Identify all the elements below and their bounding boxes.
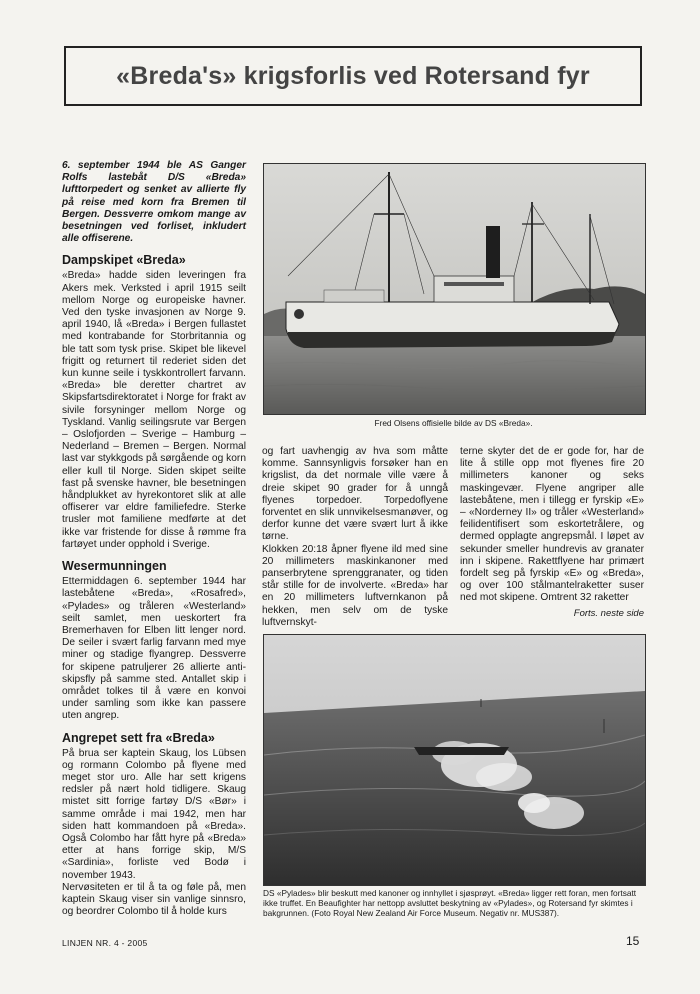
article-title: «Breda's» krigsforlis ved Rotersand fyr [116,61,590,90]
photo-caption-breda: Fred Olsens offisielle bilde av DS «Breda». [374,418,533,428]
page-number: 15 [626,934,640,948]
continued-note: Forts. neste side [573,607,644,619]
article-lead: 6. september 1944 ble AS Ganger Rolfs lastebåt D/S «Breda» lufttorpedert og senket av allierte fly på reise med korn fra Bremen til Bergen. Dessverre omkom mange av besetningen ved forliset, inkludert alle offiserene. [62,160,246,245]
middle-body-2: Klokken 20:18 åpner flyene ild med sine 20 millimeters maskinkanoner med panserbrytene sprenggranater, og tiden står stille for de involverte. «Breda» har en 20 millimeters luftvernkanon på hekken, men selv om de tyske luftvernskyt- [262,543,448,628]
middle-body-1: og fart uavhengig av hva som måtte komme. Sannsynligvis forsøker han en krigslist, da det normale ville være å dreie skipet 90 grader for å unngå flyenes torpedoer. Torpedoflyene forventet en slik unnvikelsesmanøver, og derfor kunne det være svært lurt å ikke tørne. [262,446,448,543]
section-body-angrepet-1: På brua ser kaptein Skaug, los Lübsen og rormann Colombo på flyene med meget stor uro. Alle har sett krigens redsler på nært hold tidligere. Skaug mistet sitt forrige fartøy D/S «Bør» i samme område i mai 1942, men har siden hatt kommandoen på «Breda». Også Colombo har fått hyre på «Breda» etter at hans forrige skip, M/S «Sardinia», forliste ved Bodø i november 1943. [62,747,246,881]
publication-footer: LINJEN NR. 4 - 2005 [62,938,148,948]
column-left [62,160,246,918]
section-body-wesermunningen: Ettermiddagen 6. september 1944 har lastebåtene «Breda», «Rosafred», «Pylades» og tråleren «Westerland» seilt samlet, men ueskortert fra Bremerhaven for Elben litt lenger nord. De seiler i svært farlig farvann med mye miner og stadige flyangrep. Dessverre for skipene patruljerer 26 allierte anti-skipsfly på samme sted. Antallet skip i området tolkes til å være en konvoi under samling som ikke kan passere uten angrep. [62,576,246,722]
column-middle [262,446,448,629]
column-right [460,446,644,620]
section-body-angrepet-2: Nervøsiteten er til å ta og føle på, men kaptein Skaug viser sin vanlige sinnsro, og beordrer Colombo til å holde kurs [62,881,246,918]
right-body: terne skyter det de er gode for, har de lite å stille opp mot flyenes fire 20 millimeters kanoner og seks maskingevær. Flyene angriper alle lastebåtene, men i tillegg er fyrskip «E» – «Norderney II» og tråler «Westerland» feilidentifisert som eskortetrålere, og dermed opplagte angrepsmål. I løpet av sekunder smeller hundrevis av granater inn i skipene. Rakettflyene har primært fordelt seg på fyrskip «E» og «Breda», og over 100 stålmantelraketter suser ned mot skipene. Omtrent 32 raketter [460,446,644,604]
attack-photo-illustration [264,635,645,885]
photo-pylades-attack [263,634,646,886]
section-heading-wesermunningen: Wesermunningen [62,559,167,574]
photo-caption-pylades: DS «Pylades» blir beskutt med kanoner og innhyllet i sjøsprøyt. «Breda» ligger rett foran, men fortsatt ikke truffet. En Beaufighter har nettopp avsluttet beskytning av «Pylades», og Rotersand fyr skimtes i bakgrunnen. (Foto Royal New Zealand Air Force Museum. Negativ nr. MUS387). [263,888,637,918]
photo-ds-breda [263,163,646,415]
section-heading-angrepet: Angrepet sett fra «Breda» [62,730,215,745]
section-heading-dampskipet: Dampskipet «Breda» [62,253,186,268]
title-frame [64,46,642,106]
section-body-dampskipet: «Breda» hadde siden leveringen fra Akers mek. Verksted i april 1915 seilt mellom Norge og europeiske havner. Ved den tyske invasjonen av Norge 9. april 1940, lå «Breda» i Bergen fullastet med kontrabande for Storbritannia og ble tatt som tysk prise. Skipet ble likevel frigitt og returnert til rederiet siden det kun kunne seile i tyskkontrollert farvann. «Breda» ble deretter chartret av Skipsfartsdirektoratet i Norge for frakt av sivile forsyninger mellom Norge og Tyskland. Vanlig seilingsrute var Bergen – Oslofjorden – Sverige – Hamburg – Nederland – Bremen – Bergen. Normal last var stykkgods på sørgående og korn eller kull til Norge. Siden skipet seilte fast på svenske havner, ble besetningen håndplukket av hyrekontoret slik at alle offiserer var eldre familiefedre. Sterke trusler mot familiene medførte at det ikke var fristende for disse å rømme fra fartøyet under opphold i Sverige. [62,270,246,550]
ship-photo-illustration [264,164,645,414]
